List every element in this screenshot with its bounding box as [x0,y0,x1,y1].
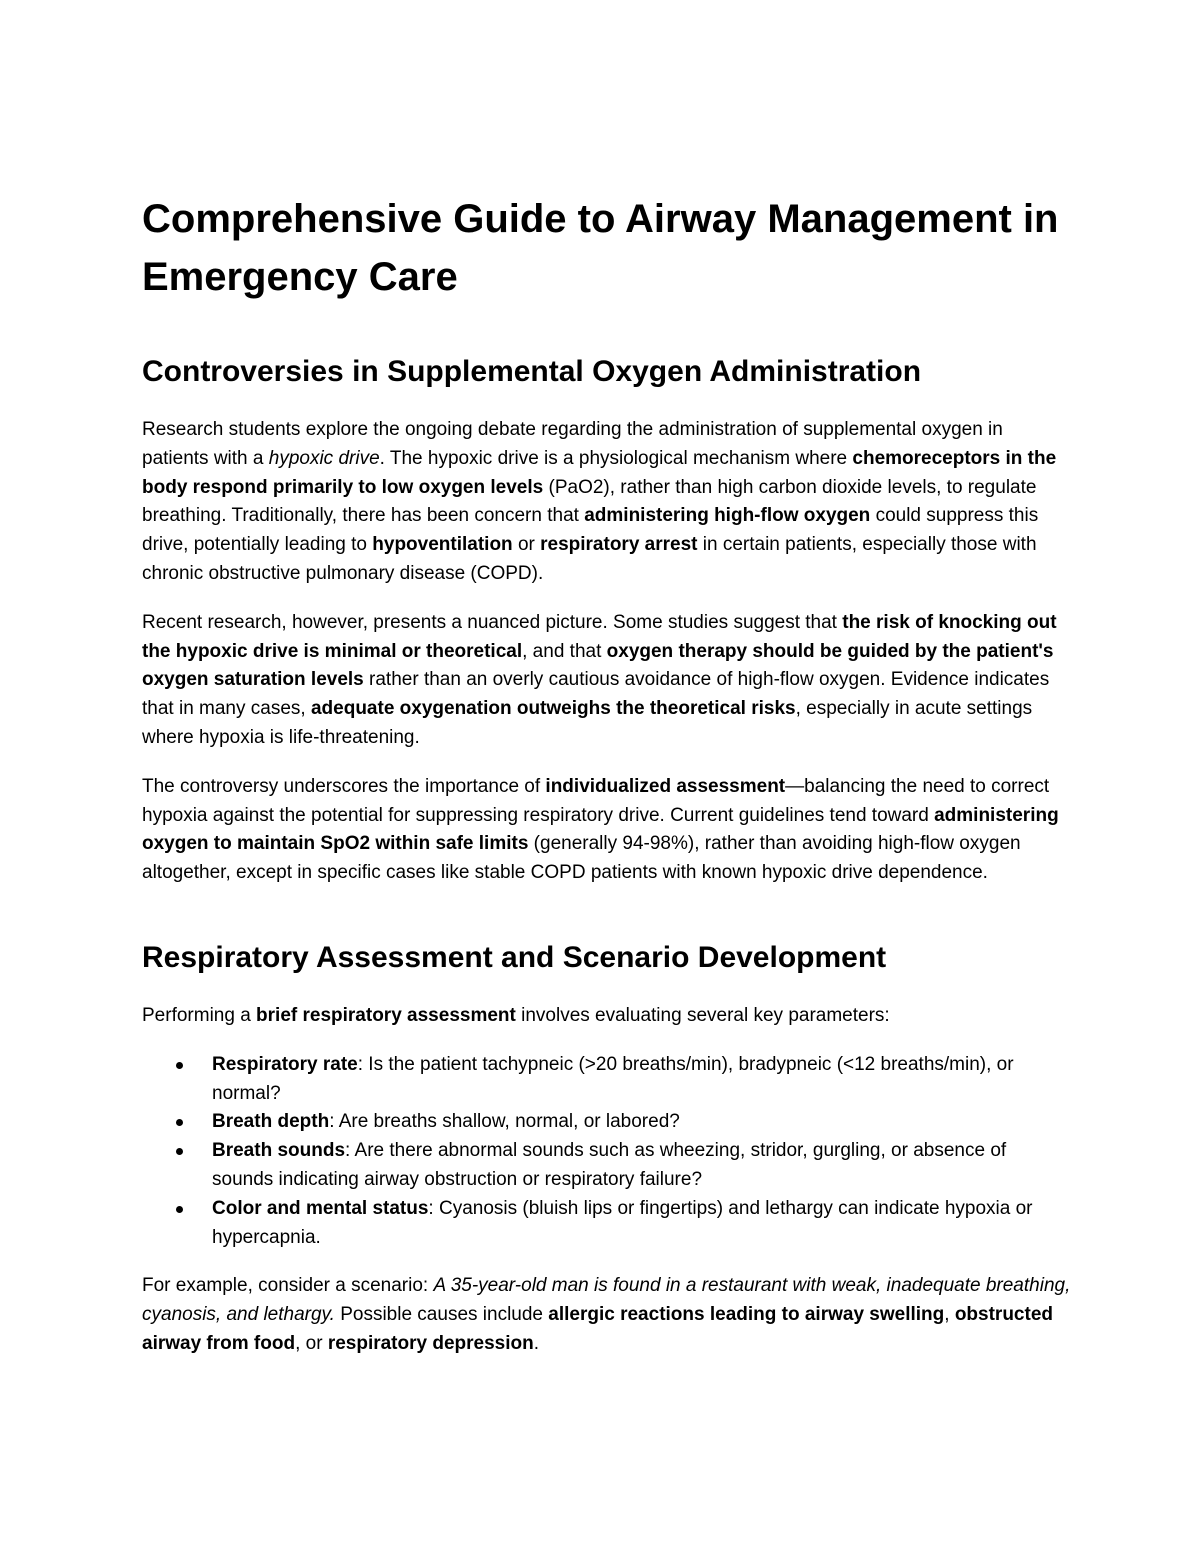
list-item: Color and mental status: Cyanosis (bluish lips or fingertips) and lethargy can indicate hypoxia or hypercapnia. [212,1195,1072,1253]
list-item: Respiratory rate: Is the patient tachypneic (>20 breaths/min), bradypneic (<12 breaths/min), or normal? [212,1051,1072,1109]
bullet-dot-icon [176,1148,183,1155]
assessment-parameter-list [142,1051,1072,1253]
paragraph-assessment-intro: Performing a brief respiratory assessment involves evaluating several key parameters: [142,1004,890,1026]
paragraph-recent-research: Recent research, however, presents a nuanced picture. Some studies suggest that the risk of knocking out the hypoxic drive is minimal or theoretical, and that oxygen therapy should be guided by the patient's oxygen saturation levels rather than an overly cautious avoidance of high-flow oxygen. Evidence indicates that in many cases, adequate oxygenation outweighs the theoretical risks, especially in acute settings where hypoxia is life-threatening. [142,611,1057,748]
list-item: Breath depth: Are breaths shallow, normal, or labored? [212,1108,1072,1137]
section-heading-respiratory-assessment: Respiratory Assessment and Scenario Development [142,940,887,974]
bullet-dot-icon [176,1062,183,1069]
paragraph-hypoxic-drive: Research students explore the ongoing debate regarding the administration of supplemental oxygen in patients with a hypoxic drive. The hypoxic drive is a physiological mechanism where chemoreceptors in the body respond primarily to low oxygen levels (PaO2), rather than high carbon dioxide levels, to regulate breathing. Traditionally, there has been concern that administering high-flow oxygen could suppress this drive, potentially leading to hypoventilation or respiratory arrest in certain patients, especially those with chronic obstructive pulmonary disease (COPD). [142,419,1057,584]
section-heading-oxygen-controversies: Controversies in Supplemental Oxygen Administration [142,355,922,388]
list-item: Breath sounds: Are there abnormal sounds such as wheezing, stridor, gurgling, or absence of sounds indicating airway obstruction or respiratory failure? [212,1137,1072,1195]
paragraph-scenario-example: For example, consider a scenario: A 35-year-old man is found in a restaurant with weak, inadequate breathing, cyanosis, and lethargy. Possible causes include allergic reactions leading to airway swelling, obstructed airway from food, or respiratory depression. [142,1275,1071,1354]
paragraph-individualized-assessment: The controversy underscores the importance of individualized assessment—balancing the need to correct hypoxia against the potential for suppressing respiratory drive. Current guidelines tend toward administering oxygen to maintain SpO2 within safe limits (generally 94-98%), rather than avoiding high-flow oxygen altogether, except in specific cases like stable COPD patients with known hypoxic drive dependence. [142,775,1059,884]
document-page [142,190,1072,1359]
bullet-dot-icon [176,1206,183,1213]
document-title: Comprehensive Guide to Airway Management in Emergency Care [142,197,1059,299]
bullet-dot-icon [176,1119,183,1126]
